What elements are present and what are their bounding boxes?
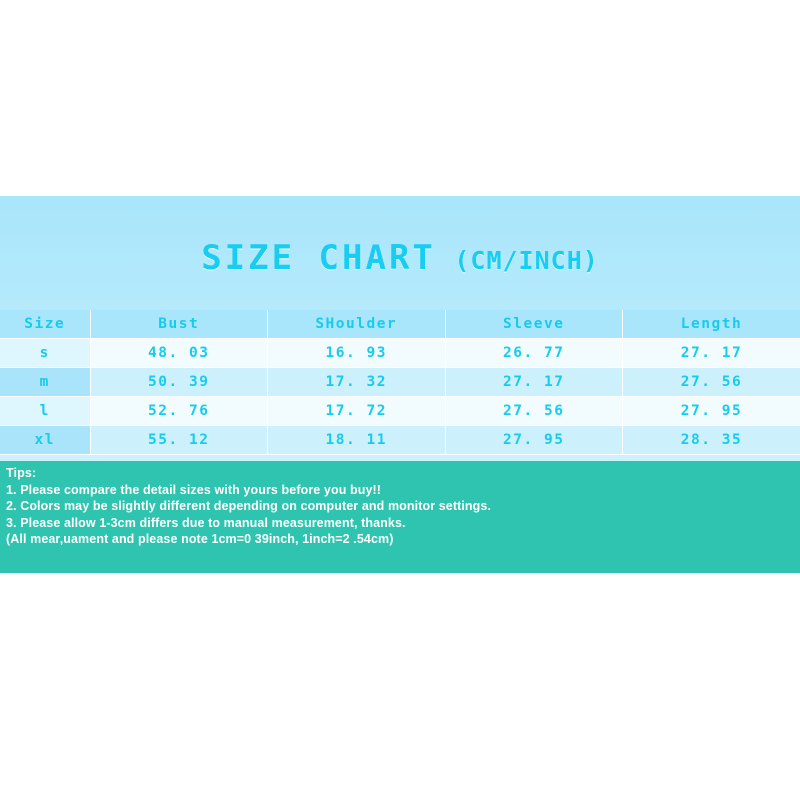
tips-line-2: 2. Colors may be slightly different depending on computer and monitor settings. bbox=[6, 499, 492, 513]
column-header-size: Size bbox=[0, 310, 90, 339]
tips-panel bbox=[0, 461, 800, 573]
column-header-shoulder: SHoulder bbox=[268, 310, 446, 339]
tips-line-4: (All mear,uament and please note 1cm=0 39inch, 1inch=2 .54cm) bbox=[6, 532, 394, 546]
cell-bust: 52. 76 bbox=[90, 397, 268, 426]
tips-heading: Tips: bbox=[6, 466, 37, 480]
cell-sleeve: 26. 77 bbox=[445, 339, 623, 368]
cell-bust: 55. 12 bbox=[90, 426, 268, 455]
size-table bbox=[0, 310, 800, 455]
cell-length: 27. 17 bbox=[623, 339, 800, 368]
cell-size: m bbox=[0, 368, 90, 397]
tips-line-1: 1. Please compare the detail sizes with yours before you buy!! bbox=[6, 482, 382, 497]
title-unit: (CM/INCH) bbox=[454, 246, 599, 275]
cell-bust: 48. 03 bbox=[90, 339, 268, 368]
cell-size: s bbox=[0, 339, 90, 368]
table-row bbox=[0, 339, 800, 368]
cell-shoulder: 17. 72 bbox=[268, 397, 446, 426]
page-title bbox=[0, 196, 800, 278]
tips-line-3: 3. Please allow 1-3cm differs due to manual measurement, thanks. bbox=[6, 515, 406, 530]
column-header-length: Length bbox=[623, 310, 800, 339]
column-header-bust: Bust bbox=[90, 310, 268, 339]
cell-size: xl bbox=[0, 426, 90, 455]
cell-sleeve: 27. 95 bbox=[445, 426, 623, 455]
cell-length: 27. 56 bbox=[623, 368, 800, 397]
cell-sleeve: 27. 56 bbox=[445, 397, 623, 426]
table-row bbox=[0, 397, 800, 426]
table-row bbox=[0, 368, 800, 397]
cell-shoulder: 16. 93 bbox=[268, 339, 446, 368]
column-header-sleeve: Sleeve bbox=[445, 310, 623, 339]
cell-length: 27. 95 bbox=[623, 397, 800, 426]
cell-bust: 50. 39 bbox=[90, 368, 268, 397]
table-row bbox=[0, 426, 800, 455]
cell-size: l bbox=[0, 397, 90, 426]
cell-shoulder: 18. 11 bbox=[268, 426, 446, 455]
cell-length: 28. 35 bbox=[623, 426, 800, 455]
table-header-row bbox=[0, 310, 800, 339]
title-main: SIZE CHART bbox=[201, 238, 436, 278]
cell-sleeve: 27. 17 bbox=[445, 368, 623, 397]
cell-shoulder: 17. 32 bbox=[268, 368, 446, 397]
